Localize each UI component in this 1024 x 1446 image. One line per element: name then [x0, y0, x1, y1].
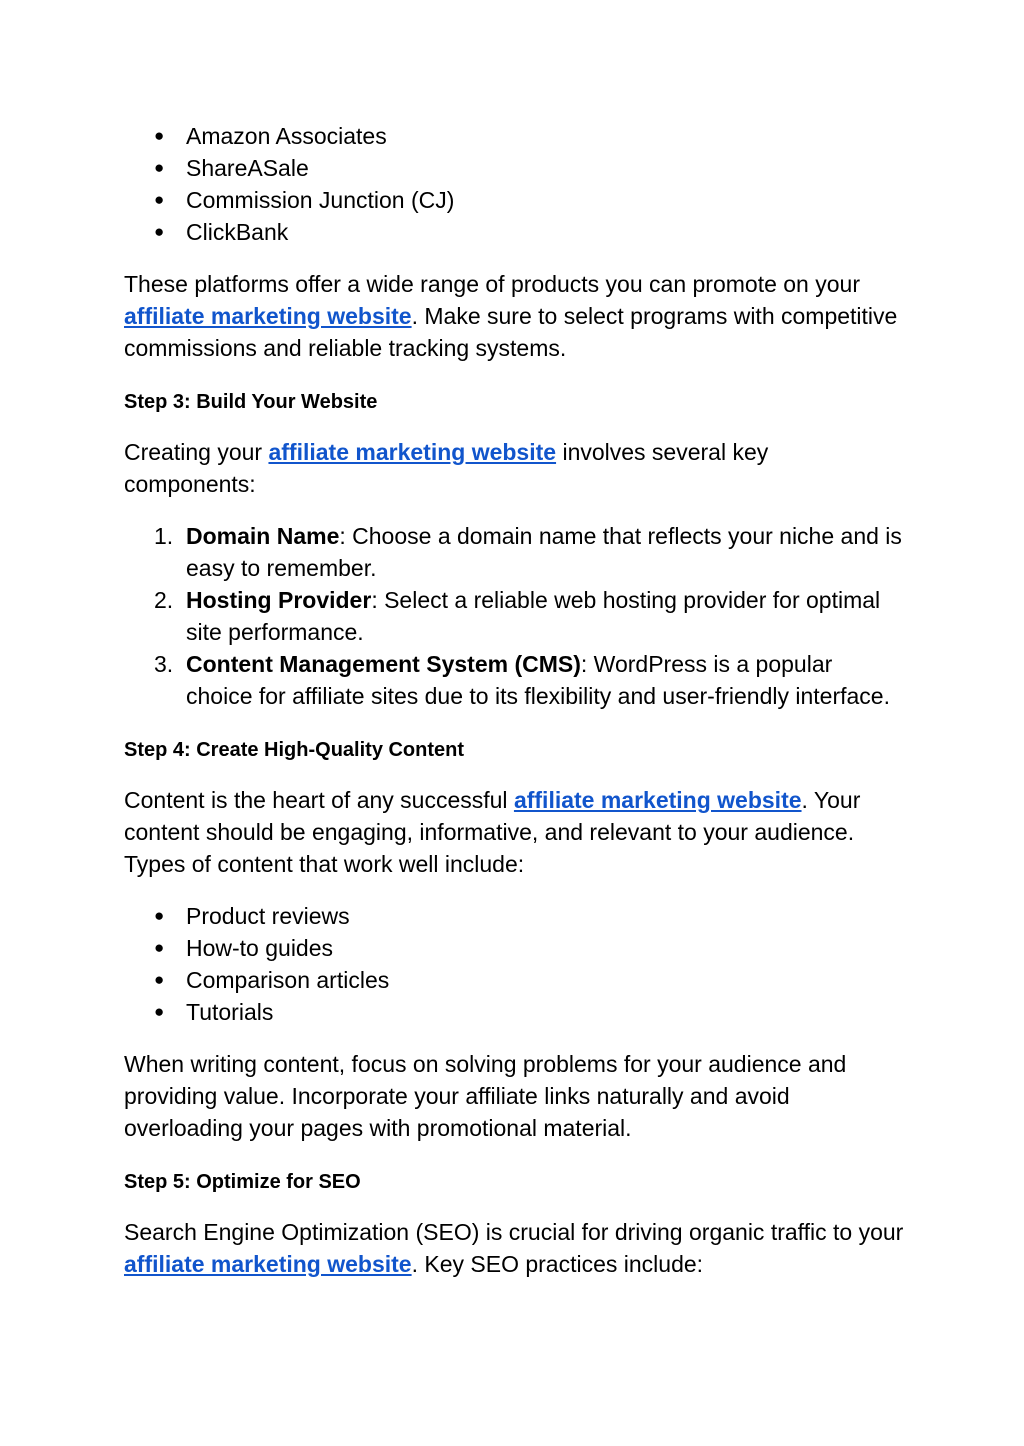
paragraph-writing-tips: When writing content, focus on solving problems for your audience and providing value. Incorporate your affiliate links naturally and avoid overloading your pages with promotional material.	[124, 1051, 847, 1141]
paragraph-content: Content is the heart of any successful affiliate marketing website. Your content should be engaging, informative, and relevant to your audience. Types of content that work well include:	[124, 787, 861, 877]
heading-step-3: Step 3: Build Your Website	[124, 391, 378, 413]
list-item: ● Commission Junction (CJ)	[124, 184, 904, 216]
list-item: ● ClickBank	[124, 216, 904, 248]
components-list	[124, 520, 904, 712]
bullet-icon: ●	[154, 158, 165, 177]
document-page	[124, 120, 904, 1280]
bullet-icon: ●	[154, 938, 165, 957]
list-item: 2. Hosting Provider: Select a reliable web hosting provider for optimal site performance.	[154, 587, 881, 645]
affiliate-website-link[interactable]: affiliate marketing website	[268, 439, 557, 465]
platform-list	[124, 120, 904, 248]
bullet-icon: ●	[154, 906, 165, 925]
affiliate-website-link[interactable]: affiliate marketing website	[513, 787, 802, 813]
list-item: 1. Domain Name: Choose a domain name that reflects your niche and is easy to remember.	[154, 523, 902, 581]
bullet-icon: ●	[154, 970, 165, 989]
list-item: ● Amazon Associates	[124, 120, 904, 152]
paragraph-build-website: Creating your affiliate marketing website involves several key components:	[124, 439, 769, 497]
list-item: ● Product reviews	[124, 900, 904, 932]
affiliate-website-link[interactable]: affiliate marketing website	[124, 303, 412, 329]
list-item: ● Tutorials	[124, 996, 904, 1028]
bullet-icon: ●	[154, 222, 165, 241]
paragraph-seo: Search Engine Optimization (SEO) is crucial for driving organic traffic to your affiliate marketing website. Key SEO practices include:	[124, 1219, 904, 1277]
heading-step-4: Step 4: Create High-Quality Content	[124, 739, 465, 761]
list-item: ● Comparison articles	[124, 964, 904, 996]
bullet-icon: ●	[154, 1002, 165, 1021]
list-item: ● ShareASale	[124, 152, 904, 184]
bullet-icon: ●	[154, 126, 165, 145]
list-item: 3. Content Management System (CMS): WordPress is a popular choice for affiliate sites due to its flexibility and user-friendly interface.	[154, 651, 890, 709]
list-item: ● How-to guides	[124, 932, 904, 964]
heading-step-5: Step 5: Optimize for SEO	[124, 1171, 361, 1193]
affiliate-website-link[interactable]: affiliate marketing website	[124, 1251, 412, 1277]
paragraph-platforms: These platforms offer a wide range of products you can promote on your affiliate marketing website. Make sure to select programs with competitive commissions and reliable tracking systems.	[124, 271, 898, 361]
bullet-icon: ●	[154, 190, 165, 209]
content-types-list	[124, 900, 904, 1028]
